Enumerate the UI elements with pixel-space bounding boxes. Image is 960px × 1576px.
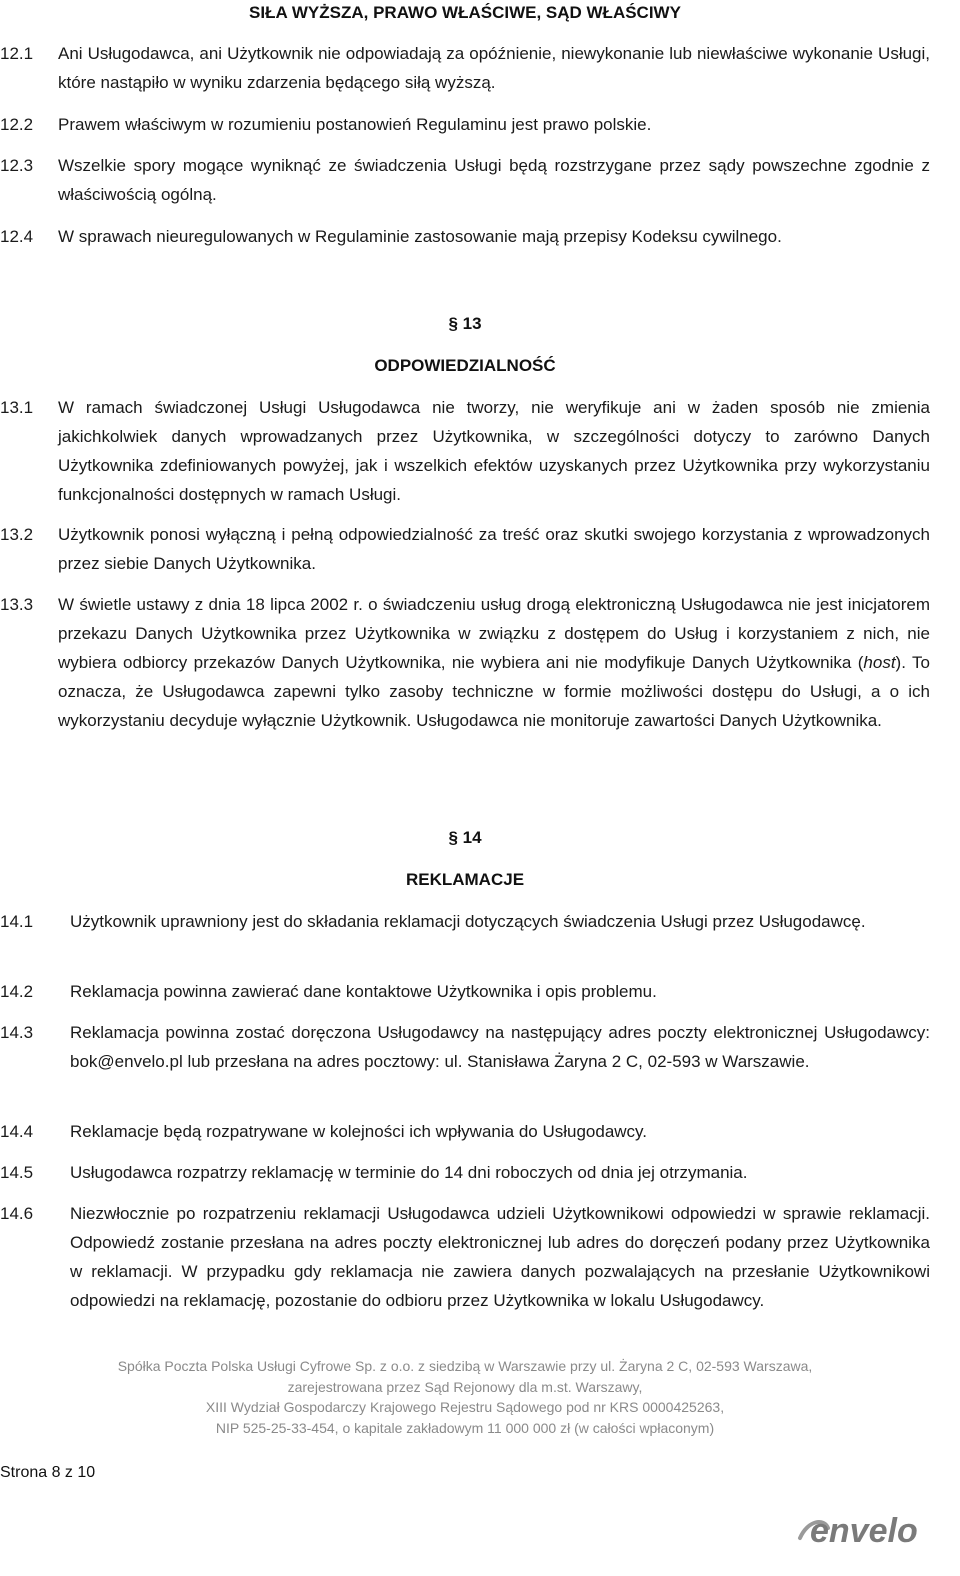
- clause-text: Reklamacja powinna zawierać dane kontaktowe Użytkownika i opis problemu.: [70, 982, 657, 1001]
- clause-12-4: [0, 222, 930, 251]
- clause-12-2: [0, 110, 930, 139]
- clause-text: [58, 590, 930, 735]
- clause-number: 14.4: [0, 1122, 34, 1141]
- clause-13-2: [0, 520, 930, 578]
- clause-number: 14.2: [0, 982, 34, 1001]
- clause-number: 13.1: [0, 398, 34, 417]
- clause-number: 12.3: [0, 156, 34, 175]
- company-footer: [0, 1356, 930, 1438]
- clause-number: 14.3: [0, 1023, 34, 1042]
- clause-text: Ani Usługodawca, ani Użytkownik nie odpowiadają za opóźnienie, niewykonanie lub niewłaściwe wykonanie Usługi, które nastąpiło w wyniku zdarzenia będącego siłą wyższą.: [58, 44, 930, 92]
- clause-text: W sprawach nieuregulowanych w Regulaminie zastosowanie mają przepisy Kodeksu cywilnego.: [58, 227, 782, 246]
- clause-14-2: [0, 977, 930, 1006]
- clause-text: Użytkownik ponosi wyłączną i pełną odpowiedzialność za treść oraz skutki swojego korzystania z wprowadzonych przez siebie Danych Użytkownika.: [58, 525, 930, 573]
- section-12-title: SIŁA WYŻSZA, PRAWO WŁAŚCIWE, SĄD WŁAŚCIWY: [249, 3, 681, 22]
- footer-line: zarejestrowana przez Sąd Rejonowy dla m.st. Warszawy,: [287, 1378, 643, 1395]
- clause-number: 13.2: [0, 525, 34, 544]
- clause-13-3: [0, 590, 930, 735]
- envelo-logo-icon: [794, 1508, 930, 1550]
- section-14-paragraph: § 14: [448, 828, 482, 847]
- clause-text-emphasis: host: [863, 653, 896, 672]
- clause-text: Wszelkie spory mogące wyniknąć ze świadczenia Usługi będą rozstrzygane przez sądy powszechne zgodnie z właściwością ogólną.: [58, 156, 930, 204]
- clause-12-3: [0, 151, 930, 209]
- clause-14-4: [0, 1117, 930, 1146]
- clause-number: 14.5: [0, 1163, 34, 1182]
- clause-number: 14.1: [0, 912, 34, 931]
- footer-line: NIP 525-25-33-454, o kapitale zakładowym 11 000 000 zł (w całości wpłaconym): [215, 1419, 715, 1436]
- page-number: Strona 8 z 10: [0, 1464, 96, 1481]
- clause-number: 12.1: [0, 44, 34, 63]
- clause-12-1: [0, 39, 930, 97]
- clause-text: Reklamacje będą rozpatrywane w kolejności ich wpływania do Usługodawcy.: [70, 1122, 648, 1141]
- footer-line: XIII Wydział Gospodarczy Krajowego Rejestru Sądowego pod nr KRS 0000425263,: [205, 1399, 725, 1415]
- clause-number: 12.2: [0, 115, 34, 134]
- clause-14-6: [0, 1199, 930, 1315]
- clause-14-1: [0, 907, 930, 936]
- section-14-title: REKLAMACJE: [405, 870, 525, 889]
- section-13-paragraph: § 13: [448, 314, 482, 333]
- clause-number: 13.3: [0, 595, 34, 614]
- clause-13-1: [0, 393, 930, 509]
- logo-wordmark: envelo: [810, 1512, 918, 1550]
- clause-14-3: [0, 1018, 930, 1076]
- clause-text: W ramach świadczonej Usługi Usługodawca nie tworzy, nie weryfikuje ani w żaden sposób nie zmienia jakichkolwiek danych wprowadzanych przez Użytkownika, w szczególności dotyczy to zarówno Danych Użytkownika zdefiniowanych powyżej, jak i wszelkich efektów uzyskanych przez Użytkownika przy wykorzystaniu funkcjonalności dostępnych w ramach Usługi.: [58, 398, 930, 504]
- clause-text: Reklamacja powinna zostać doręczona Usługodawcy na następujący adres poczty elektronicznej Usługodawcy: bok@envelo.pl lub przesłana na adres pocztowy: ul. Stanisława Żaryna 2 C, 02-593 w Warszawie.: [70, 1023, 930, 1071]
- clause-14-5: [0, 1158, 930, 1187]
- clause-text: Usługodawca rozpatrzy reklamację w terminie do 14 dni roboczych od dnia jej otrzymania.: [70, 1163, 748, 1182]
- section-13-title: ODPOWIEDZIALNOŚĆ: [374, 356, 556, 375]
- clause-text: Prawem właściwym w rozumieniu postanowień Regulaminu jest prawo polskie.: [58, 115, 652, 134]
- clause-number: 12.4: [0, 227, 34, 246]
- clause-number: 14.6: [0, 1204, 34, 1223]
- clause-text: Niezwłocznie po rozpatrzeniu reklamacji Usługodawca udzieli Użytkownikowi odpowiedzi w sprawie reklamacji. Odpowiedź zostanie przesłana na adres poczty elektronicznej lub adres do doręczeń podany przez Użytkownika w reklamacji. W przypadku gdy reklamacja nie zawiera danych pozwalających na przesłanie Użytkownikowi odpowiedzi na reklamację, pozostanie do odbioru przez Użytkownika w lokalu Usługodawcy.: [70, 1204, 930, 1310]
- clause-text: Użytkownik uprawniony jest do składania reklamacji dotyczących świadczenia Usługi przez Usługodawcę.: [70, 912, 866, 931]
- footer-line: Spółka Poczta Polska Usługi Cyfrowe Sp. z o.o. z siedzibą w Warszawie przy ul. Żaryna 2 C, 02-593 Warszawa,: [117, 1358, 813, 1374]
- clause-text-part: ). To oznacza, że Usługodawca zapewni tylko zasoby techniczne w formie możliwości dostępu do Usługi, a o ich wykorzystaniu decyduje wyłącznie Użytkownik. Usługodawca nie monitoruje zawartości Danych Użytkownika.: [58, 653, 930, 730]
- clause-text-part: W świetle ustawy z dnia 18 lipca 2002 r. o świadczeniu usług drogą elektroniczną Usługodawca nie jest inicjatorem przekazu Danych Użytkownika przez Użytkownika w związku z dostępem do Usług i korzystaniem z nich, nie wybiera odbiorcy przekazów Danych Użytkownika, nie wybiera ani nie modyfikuje Danych Użytkownika (: [58, 595, 930, 672]
